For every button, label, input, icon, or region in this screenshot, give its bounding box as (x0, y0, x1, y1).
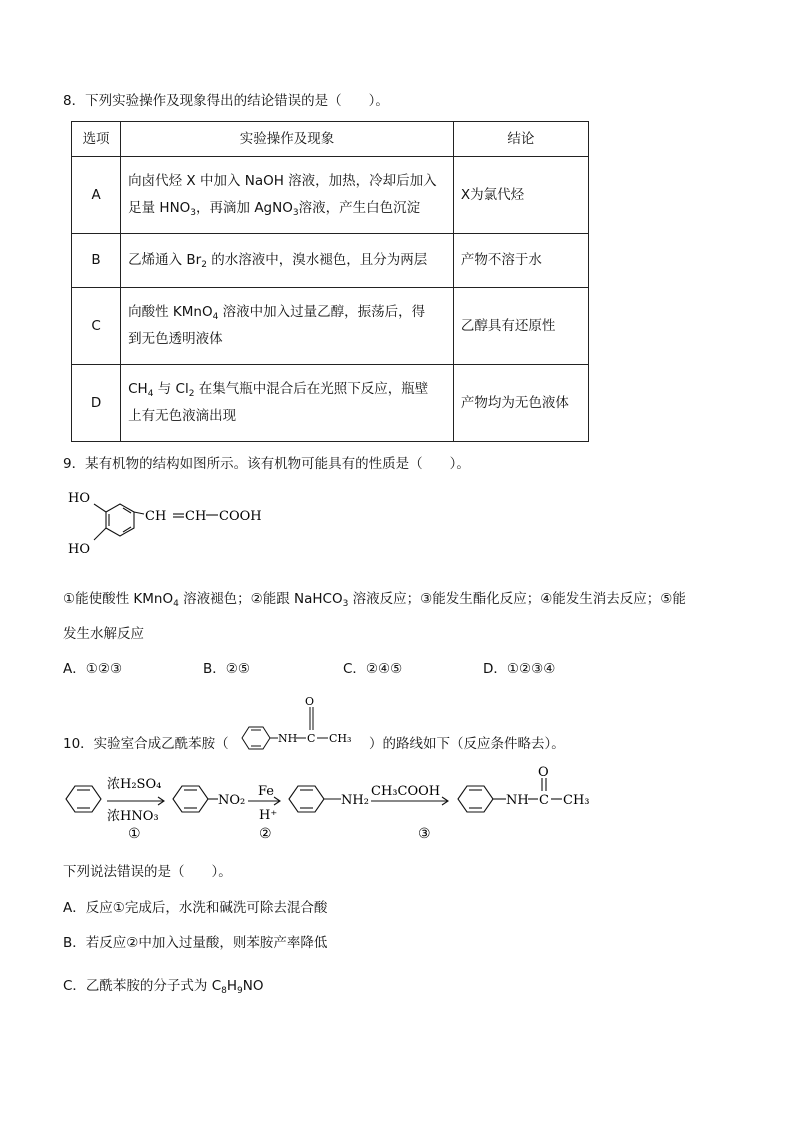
q10-option-a[interactable]: A．反应①完成后，水洗和碱洗可除去混合酸 (63, 900, 328, 916)
ch3-label: CH₃ (329, 732, 352, 745)
row-conclusion: 乙醇具有还原性 (453, 288, 588, 365)
product-ch3-label: CH₃ (563, 793, 590, 808)
operation-line: $CH_4$ 与 $Cl_2$ 在集气瓶中混合后在光照下反应，瓶壁 (128, 381, 429, 399)
c-label: C (307, 732, 316, 745)
header-option: 选项 (72, 122, 121, 157)
table-header-row (72, 122, 589, 157)
r3-number: ③ (418, 826, 431, 842)
chain-ch2: CH (185, 509, 207, 524)
no2-label: NO₂ (218, 793, 246, 808)
table-row (72, 157, 589, 234)
synthesis-route-diagram (60, 764, 600, 844)
table-row (72, 288, 589, 365)
row-operation (121, 365, 454, 442)
q9-properties-line2: 发生水解反应 (63, 626, 144, 642)
q8-stem: 8．下列实验操作及现象得出的结论错误的是（ ）。 (63, 93, 389, 109)
r2-reagent-top: Fe (258, 784, 275, 799)
row-option: C (72, 288, 121, 365)
row-conclusion: 产物均为无色液体 (453, 365, 588, 442)
row-option: D (72, 365, 121, 442)
table-row (72, 234, 589, 288)
nh2-label: NH₂ (341, 793, 369, 808)
benzene-ring-icon (66, 786, 101, 812)
r1-number: ① (128, 826, 141, 842)
q10-question: 下列说法错误的是（ ）。 (63, 864, 232, 880)
q10-stem-a: 10．实验室合成乙酰苯胺（ (63, 736, 229, 752)
operation-line: 向卤代烃 X 中加入 NaOH 溶液，加热，冷却后加入 (128, 173, 437, 189)
nh-label: NH (278, 732, 298, 745)
operation-line: 足量 $HNO_3$，再滴加 AgNO$_3$溶液，产生白色沉淀 (128, 200, 421, 218)
row-option: B (72, 234, 121, 288)
q9-properties-line1: ①能使酸性 KMnO$_4$ 溶液褪色；②能跟 NaHCO$_3$ 溶液反应；③能发生酯化反应；④能发生消去反应；⑤能 (63, 591, 686, 609)
q10-option-b[interactable]: B．若反应②中加入过量酸，则苯胺产率降低 (63, 935, 328, 951)
q9-option-a[interactable]: A．①②③ (63, 661, 123, 677)
q10-option-c[interactable]: C．乙酰苯胺的分子式为 $C_8H_9NO$ (63, 978, 264, 996)
operation-line: 到无色透明液体 (128, 331, 223, 347)
table-row (72, 365, 589, 442)
r1-reagent-top: 浓H₂SO₄ (107, 777, 162, 792)
q9-structure-diagram (60, 482, 290, 562)
row-conclusion: X为氯代烃 (453, 157, 588, 234)
nitrobenzene-ring-icon (173, 786, 218, 812)
q10-stem-b: ）的路线如下（反应条件略去）。 (369, 736, 565, 752)
product-nh-label: NH (506, 793, 529, 808)
ho-bottom-label: HO (68, 542, 90, 557)
row-operation (121, 288, 454, 365)
row-conclusion: 产物不溶于水 (453, 234, 588, 288)
q9-option-b[interactable]: B．②⑤ (203, 661, 250, 677)
row-option: A (72, 157, 121, 234)
header-operation: 实验操作及现象 (121, 122, 454, 157)
aniline-ring-icon (289, 786, 341, 812)
row-operation: 乙烯通入 $Br_2$ 的水溶液中，溴水褪色，且分为两层 (121, 234, 454, 288)
operation-line: 向酸性 KMnO$_4$ 溶液中加入过量乙醇，振荡后，得 (128, 304, 426, 322)
header-conclusion: 结论 (453, 122, 588, 157)
r3-reagent-top: CH₃COOH (371, 784, 441, 799)
r2-number: ② (259, 826, 272, 842)
chain-cooh: COOH (219, 509, 262, 524)
row-operation (121, 157, 454, 234)
q8-table (71, 121, 589, 442)
q9-stem: 9．某有机物的结构如图所示。该有机物可能具有的性质是（ ）。 (63, 456, 470, 472)
acetanilide-inline-structure (236, 694, 368, 752)
chain-ch1: CH (145, 509, 167, 524)
ho-top-label: HO (68, 491, 90, 506)
product-c-label: C (539, 793, 549, 808)
r2-reagent-bottom: H⁺ (259, 808, 278, 823)
carbonyl-o-label: O (305, 695, 315, 708)
q9-option-c[interactable]: C．②④⑤ (343, 661, 403, 677)
r1-reagent-bottom: 浓HNO₃ (107, 809, 159, 824)
product-o-label: O (538, 765, 549, 780)
operation-line: 上有无色液滴出现 (128, 408, 237, 424)
q9-option-d[interactable]: D．①②③④ (483, 661, 556, 677)
